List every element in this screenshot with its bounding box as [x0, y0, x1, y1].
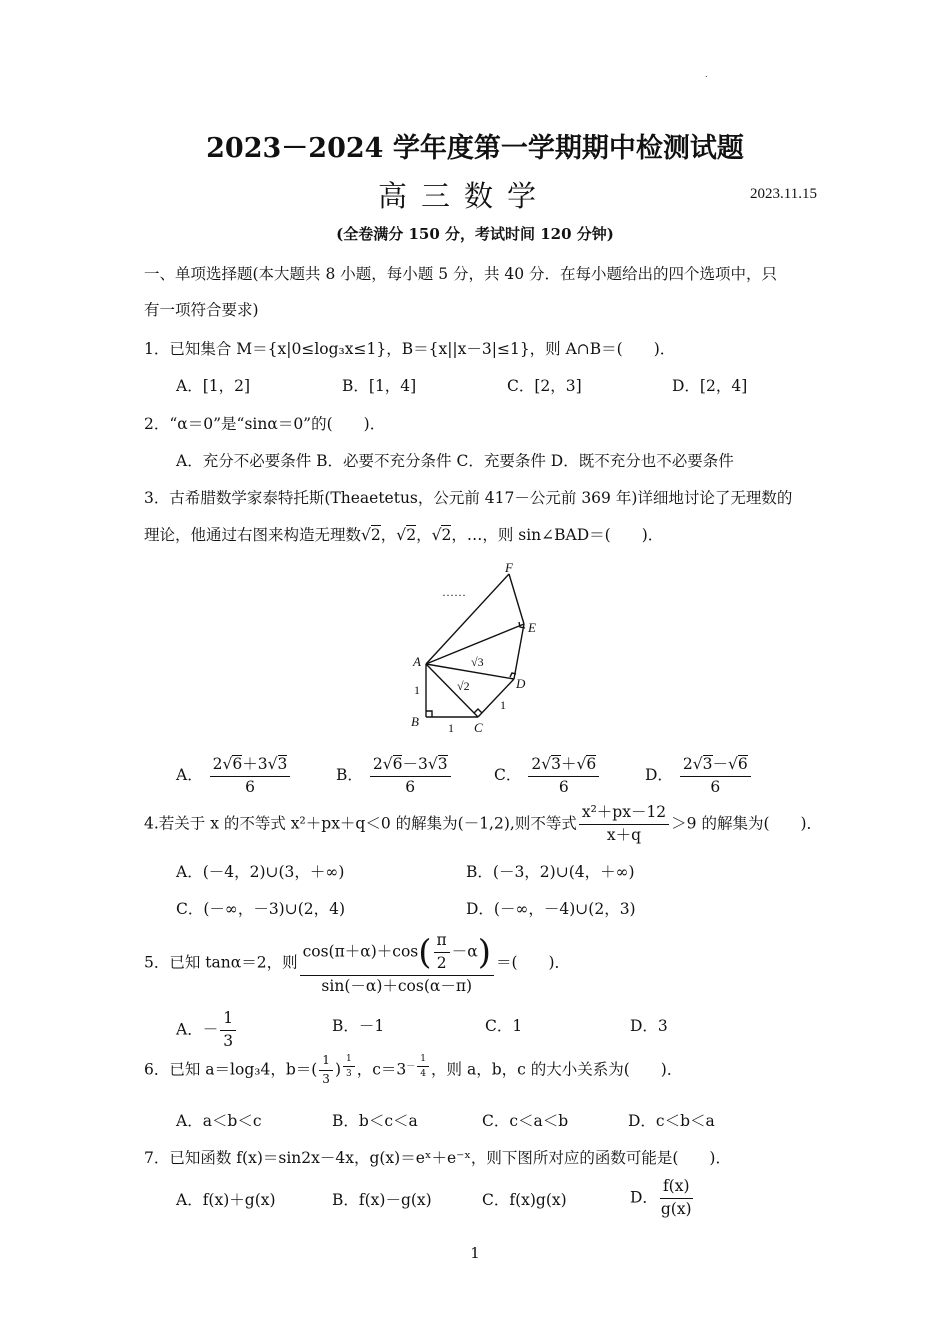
- q2-option-a: A．充分不必要条件: [176, 452, 312, 470]
- q7-option-b: B．f(x)－g(x): [332, 1191, 432, 1209]
- label-cd-1: 1: [500, 698, 506, 712]
- label-ab-1: 1: [414, 683, 420, 697]
- q3-stem-line2: 理论，他通过右图来构造无理数√2，√2，√2，…，则 sin∠BAD＝( )．: [144, 526, 664, 544]
- q6-option-b: B．b＜c＜a: [332, 1112, 418, 1130]
- label-ellipsis: ……: [442, 585, 466, 599]
- q5-option-a: A．－ $\frac{1}{3}$: [176, 1010, 238, 1051]
- q1-option-c: C．[2，3]: [507, 377, 582, 395]
- q3-option-c: C． $\frac{2√3+√6}{6}$: [494, 755, 601, 797]
- q2-option-c: C．充要条件: [456, 452, 546, 470]
- label-b: B: [411, 714, 419, 729]
- q5-option-b: B．－1: [332, 1017, 385, 1035]
- label-f: F: [505, 560, 513, 575]
- q1-stem: 1．已知集合 M＝{x|0≤log₃x≤1}，B＝{x||x－3|≤1}，则 A∩B＝( )．: [144, 340, 676, 358]
- page-number: 1: [470, 1244, 480, 1262]
- q7-stem: 7．已知函数 f(x)＝sin2x－4x，g(x)＝eˣ＋e⁻ˣ，则下图所对应的函数可能是( )．: [144, 1149, 731, 1167]
- sqrt2-c: √2: [431, 526, 452, 544]
- q1-option-d: D．[2，4]: [672, 377, 748, 395]
- q7-option-c: C．f(x)g(x): [482, 1191, 567, 1209]
- q6-option-c: C．c＜a＜b: [482, 1112, 569, 1130]
- q5-option-d: D．3: [630, 1017, 668, 1035]
- q4-option-d: D．(－∞，－4)∪(2，3): [466, 900, 636, 918]
- q3-stem-line1: 3．古希腊数学家泰特托斯(Theaetetus，公元前 417－公元前 369 年)详细地讨论了无理数的: [144, 489, 793, 507]
- q3-option-a: A． $\frac{2√6+3√3}{6}$: [176, 755, 292, 797]
- q5-stem: 5．已知 tanα＝2，则 cos(π＋α)＋cos( $\frac{\pi}{2}$ －α) sin(－α)＋cos(α－π) ＝( )．: [144, 931, 571, 995]
- label-sqrt3: √3: [471, 655, 484, 669]
- q1-option-a: A．[1，2]: [176, 377, 251, 395]
- label-sqrt2: √2: [457, 679, 470, 693]
- q5-option-c: C．1: [485, 1017, 523, 1035]
- label-a: A: [413, 654, 421, 669]
- label-e: E: [528, 620, 536, 635]
- label-bc-1: 1: [448, 721, 454, 735]
- theaetetus-spiral-figure: [405, 560, 555, 740]
- sqrt2-a: √2: [361, 526, 381, 544]
- q2-option-b: B．必要不充分条件: [316, 452, 452, 470]
- q4-option-b: B．(－3，2)∪(4，＋∞): [466, 863, 635, 881]
- q7-option-a: A．f(x)＋g(x): [176, 1191, 276, 1209]
- section-heading-line2: 有一项符合要求): [144, 301, 259, 319]
- q3-option-b: B． $\frac{2√6-3√3}{6}$: [336, 755, 453, 797]
- q4-option-a: A．(－4，2)∪(3，＋∞): [176, 863, 345, 881]
- q3-option-d: D． $\frac{2√3-√6}{6}$: [645, 755, 753, 797]
- exam-date: 2023.11.15: [750, 186, 817, 202]
- sqrt2-b: √2: [396, 526, 417, 544]
- q2-options: [176, 449, 734, 471]
- section-heading-line1: 一、单项选择题(本大题共 8 小题，每小题 5 分，共 40 分．在每小题给出的四个选项中，只: [144, 265, 778, 283]
- q6-option-a: A．a＜b＜c: [176, 1112, 262, 1130]
- exam-title: 2023－2024 学年度第一学期期中检测试题: [206, 133, 744, 164]
- page-dot: .: [705, 70, 708, 79]
- q6-option-d: D．c＜b＜a: [628, 1112, 715, 1130]
- q2-stem: 2．“α＝0”是“sinα＝0”的( )．: [144, 415, 386, 433]
- label-d: D: [516, 676, 526, 691]
- subject-title: 高三数学: [378, 179, 551, 213]
- exam-note: (全卷满分 150 分，考试时间 120 分钟): [336, 225, 614, 243]
- q4-stem: 4.若关于 x 的不等式 x²＋px＋q＜0 的解集为(－1,2),则不等式 $\frac{\text{x²＋px－12}}{x+q}$ ＞9 的解集为( )．: [144, 803, 823, 844]
- q4-option-c: C．(－∞，－3)∪(2，4): [176, 900, 346, 918]
- q7-option-d: D． $\frac{f(x)}{g(x)}$: [630, 1177, 692, 1218]
- label-c: C: [474, 720, 483, 735]
- q1-option-b: B．[1，4]: [342, 377, 417, 395]
- q2-option-d: D．既不充分也不必要条件: [550, 452, 734, 470]
- q6-stem: 6．已知 a＝log₃4，b＝( $\frac{1}{3}$ ) $^{\frac{1}{3}}$ ，$c=3^{- \frac{1}{4}}$ ，则 a，b，c 的大小关系为( )．: [144, 1053, 683, 1086]
